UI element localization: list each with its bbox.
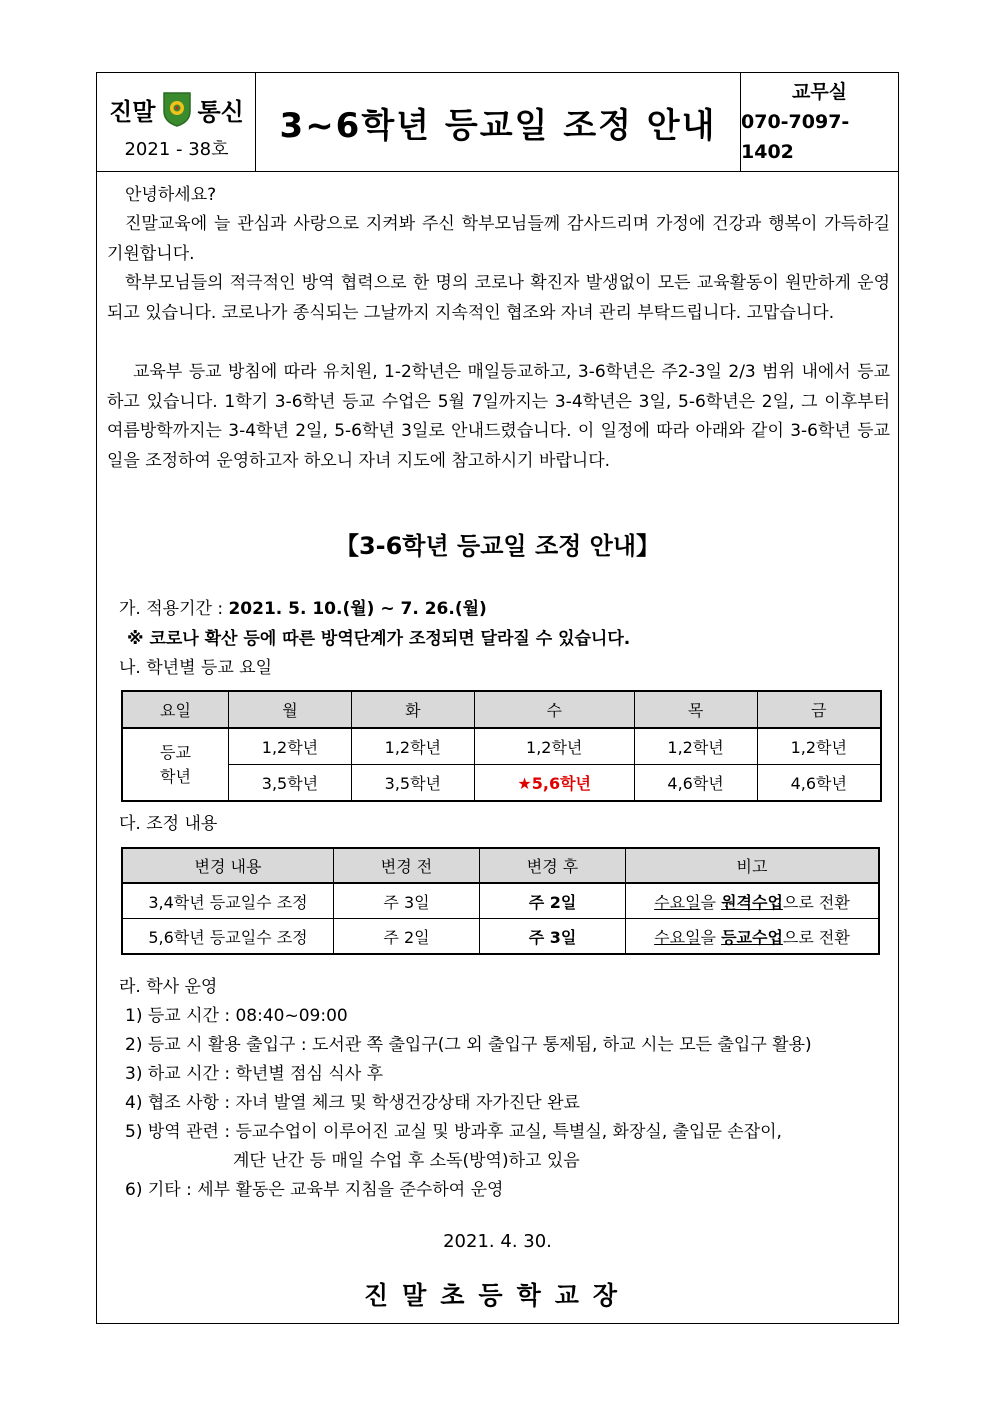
- title-cell: [256, 73, 741, 171]
- note-suffix: 으로 전환: [782, 927, 850, 947]
- table-cell: 1,2학년: [351, 728, 474, 765]
- table-header: 금: [757, 691, 881, 728]
- note-day: 수요일: [654, 892, 701, 912]
- table-cell: [480, 883, 626, 919]
- ops-label: 라. 학사 운영: [119, 977, 218, 997]
- period-value: 2021. 5. 10.(월) ~ 7. 26.(월): [228, 599, 487, 619]
- period-label: 가. 적용기간 :: [119, 599, 229, 619]
- table-header: 변경 후: [480, 848, 626, 883]
- table-cell: 5,6학년 등교일수 조정: [122, 919, 334, 955]
- paragraph-policy: 교육부 등교 방침에 따라 유치원, 1-2학년은 매일등교하고, 3-6학년은 주2-3일 2/3 범위 내에서 등교하고 있습니다. 1학기 3-6학년 등교 수업은 5월 7일까지는 3-4학년은 3일, 5-6학년은 2일, 그 이후부터 여름방학까지는 3-4학년 2일, 5-6학년 3일로 안내드렸습니다. 이 일정에 따라 아래와 같이 3-6학년 등교일을 조정하여 운영하고자 하오니 자녀 지도에 참고하시기 바랍니다.: [107, 362, 890, 471]
- after-value: 2일: [549, 892, 577, 912]
- table-cell: 주 2일: [334, 919, 480, 955]
- paragraph-cooperation: 학부모님들의 적극적인 방역 협력으로 한 명의 코로나 확진자 발생없이 모든 교육활동이 원만하게 운영되고 있습니다. 코로나가 종식되는 그날까지 지속적인 협조와 자녀 관리 부탁드립니다. 고맙습니다.: [107, 273, 890, 323]
- table-cell: 4,6학년: [634, 765, 757, 802]
- brand-cell: [97, 73, 256, 171]
- school-emblem-icon: [162, 91, 192, 127]
- table-header: 목: [634, 691, 757, 728]
- note-mode: 등교수업: [721, 927, 783, 947]
- ops-item: 3) 하교 시간 : 학년별 점심 식사 후: [125, 1064, 384, 1084]
- table-header: 월: [229, 691, 352, 728]
- ops-item: 계단 난간 등 매일 수업 후 소독(방역)하고 있음: [233, 1151, 580, 1171]
- phone-number: 070-7097-1402: [741, 111, 850, 163]
- after-prefix: 주: [528, 927, 550, 947]
- period-note: ※ 코로나 확산 등에 따른 방역단계가 조정되면 달라질 수 있습니다.: [127, 629, 631, 649]
- table-cell: 1,2학년: [474, 728, 634, 765]
- brand-right: 통신: [197, 97, 244, 126]
- table-cell: [480, 919, 626, 955]
- document-title: 3~6학년 등교일 조정 안내: [279, 105, 717, 146]
- table-header: 비고: [626, 848, 880, 883]
- table-cell: [626, 919, 880, 955]
- header: [97, 73, 898, 172]
- school-signature: 진말초등학교장: [363, 1281, 632, 1310]
- table-cell: 4,6학년: [757, 765, 881, 802]
- table-header: 변경 전: [334, 848, 480, 883]
- ops-item: 1) 등교 시간 : 08:40~09:00: [125, 1006, 348, 1026]
- table-row: [122, 765, 881, 802]
- ops-item: 4) 협조 사항 : 자녀 발열 체크 및 학생건강상태 자가진단 완료: [125, 1093, 580, 1113]
- table-cell: 1,2학년: [757, 728, 881, 765]
- note-day: 수요일: [654, 927, 701, 947]
- highlight-cell: ★5,6학년: [474, 765, 634, 802]
- table-header: 요일: [122, 691, 229, 728]
- brand-left: 진말: [109, 97, 156, 126]
- ops-item: 6) 기타 : 세부 활동은 교육부 지침을 준수하여 운영: [125, 1180, 504, 1200]
- table-cell: 1,2학년: [229, 728, 352, 765]
- note-particle: 을: [700, 927, 722, 947]
- section-title: 【3-6학년 등교일 조정 안내】: [334, 532, 661, 560]
- document-frame: [96, 72, 899, 1324]
- adjust-label: 다. 조정 내용: [119, 814, 218, 834]
- table-cell: 1,2학년: [634, 728, 757, 765]
- contact-cell: [741, 73, 898, 171]
- row-label: 등교 학년: [122, 728, 229, 801]
- document-date: 2021. 4. 30.: [443, 1231, 552, 1252]
- after-prefix: 주: [528, 892, 550, 912]
- table-header-row: [122, 848, 879, 883]
- ops-item: 2) 등교 시 활용 출입구 : 도서관 쪽 출입구(그 외 출입구 통제됨, 하교 시는 모든 출입구 활용): [125, 1035, 812, 1055]
- note-mode: 원격수업: [721, 892, 783, 912]
- adjust-table: [121, 847, 880, 955]
- table-row: [122, 883, 879, 919]
- schedule-table: [121, 690, 882, 802]
- brand: [97, 89, 256, 129]
- period-line: [119, 595, 487, 623]
- table-cell: 3,5학년: [351, 765, 474, 802]
- table-cell: 3,4학년 등교일수 조정: [122, 883, 334, 919]
- note-suffix: 으로 전환: [782, 892, 850, 912]
- paragraph-thanks: 진말교육에 늘 관심과 사랑으로 지켜봐 주신 학부모님들께 감사드리며 가정에 건강과 행복이 가득하길 기원합니다.: [107, 214, 890, 264]
- table-header-row: [122, 691, 881, 728]
- table-cell: 주 3일: [334, 883, 480, 919]
- table-cell: 3,5학년: [229, 765, 352, 802]
- office-label: 교무실: [791, 81, 848, 103]
- greeting: 안녕하세요?: [125, 185, 217, 205]
- ops-item: 5) 방역 관련 : 등교수업이 이루어진 교실 및 방과후 교실, 특별실, 화장실, 출입문 손잡이,: [125, 1122, 782, 1142]
- schedule-label: 나. 학년별 등교 요일: [119, 658, 272, 678]
- table-row: [122, 728, 881, 765]
- table-row: [122, 919, 879, 955]
- note-particle: 을: [700, 892, 722, 912]
- issue-number: 2021 - 38호: [124, 139, 229, 160]
- table-cell: [626, 883, 880, 919]
- table-header: 수: [474, 691, 634, 728]
- after-value: 3일: [549, 927, 577, 947]
- table-header: 화: [351, 691, 474, 728]
- table-header: 변경 내용: [122, 848, 334, 883]
